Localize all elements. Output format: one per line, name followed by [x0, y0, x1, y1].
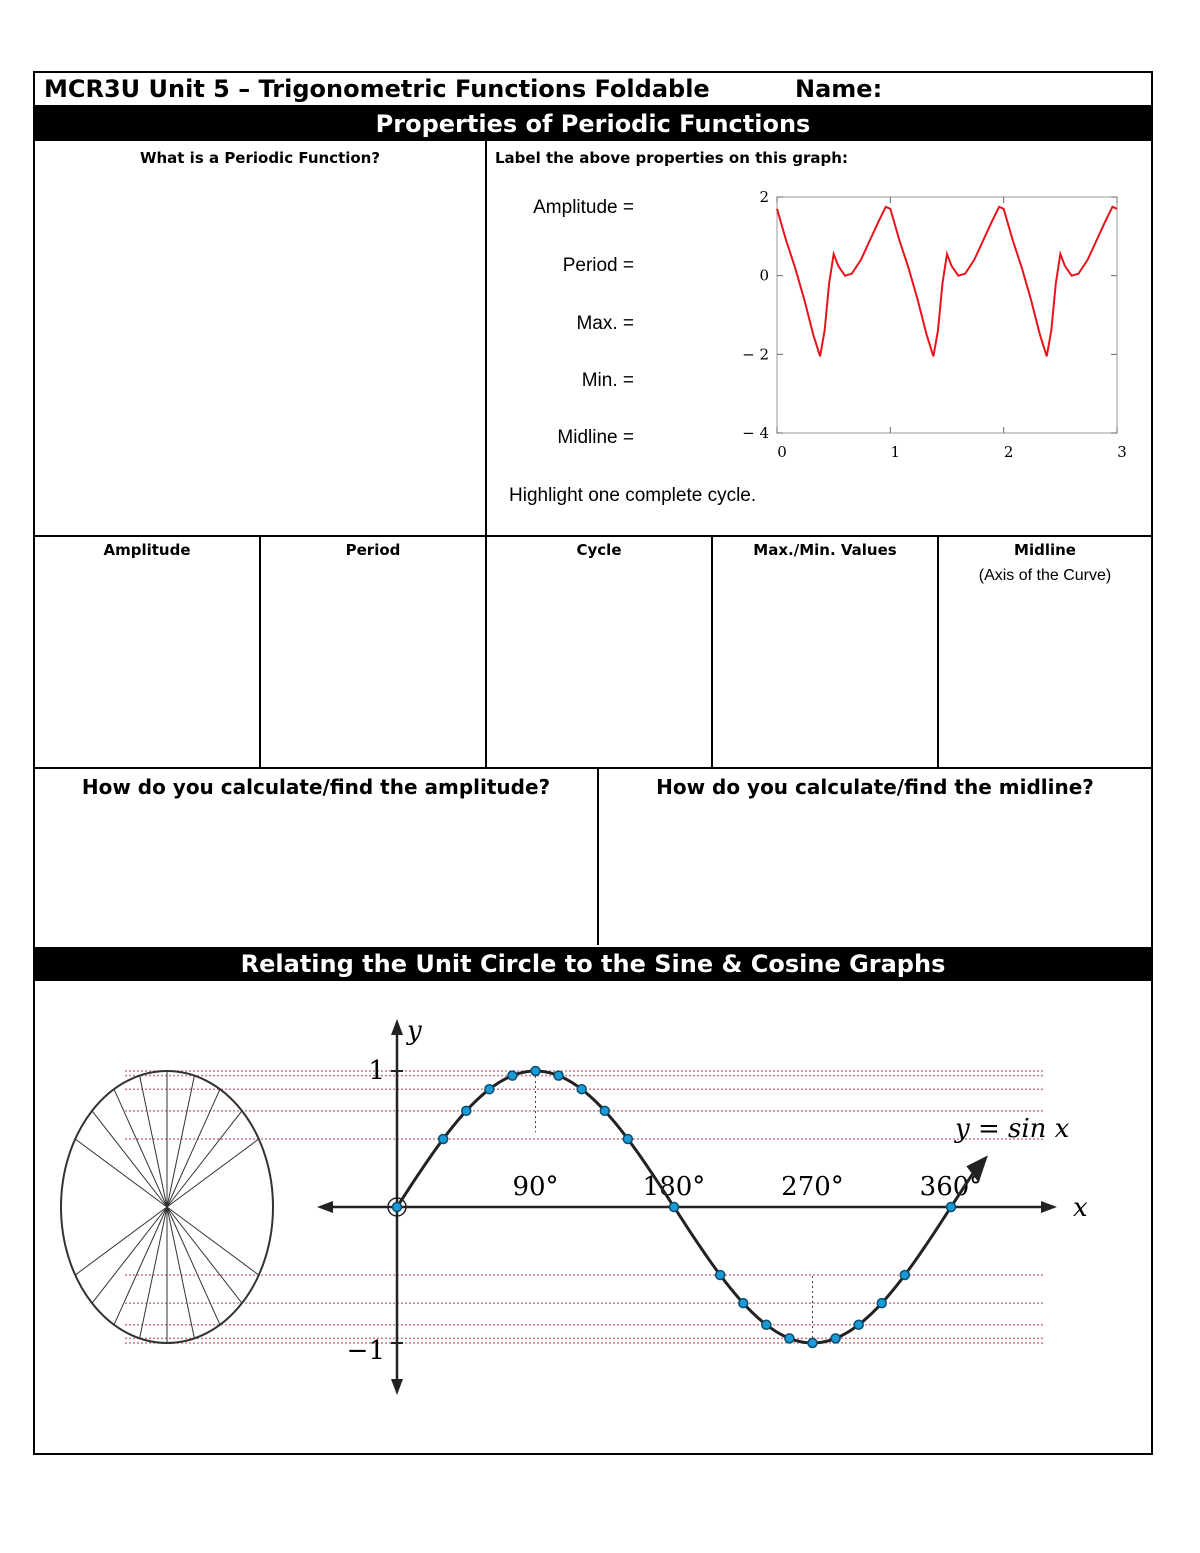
divider: [259, 537, 261, 769]
y-tick-label: − 4: [742, 424, 769, 442]
min-label: Min. =: [581, 370, 634, 391]
circle-spoke: [167, 1076, 194, 1207]
divider: [35, 535, 1151, 537]
sine-point: [900, 1271, 909, 1280]
periodic-function-chart: [735, 185, 1135, 475]
max-label: Max. =: [576, 313, 634, 334]
sine-point: [739, 1299, 748, 1308]
amplitude-question: How do you calculate/find the amplitude?: [81, 775, 551, 799]
circle-spoke: [167, 1207, 242, 1303]
title-row: [35, 73, 1151, 107]
highlight-instruction: Highlight one complete cycle.: [509, 485, 757, 506]
section-banner-unit-circle: Relating the Unit Circle to the Sine & Cosine Graphs: [35, 947, 1151, 981]
x-tick-label: 0: [777, 443, 787, 461]
sine-point: [877, 1299, 886, 1308]
sine-point: [716, 1271, 725, 1280]
x-tick-label: 360°: [919, 1172, 983, 1202]
sine-point: [393, 1203, 402, 1212]
worksheet: [33, 71, 1153, 1455]
sine-point: [947, 1203, 956, 1212]
y-axis-label: y: [407, 1016, 422, 1046]
x-tick-label: 1: [890, 443, 901, 461]
sine-point: [439, 1135, 448, 1144]
midline-label: Midline =: [557, 427, 634, 448]
periodic-function-heading: What is a Periodic Function?: [139, 149, 381, 167]
amplitude-label: Amplitude =: [533, 197, 634, 218]
x-tick-label: 2: [1003, 443, 1014, 461]
circle-spoke: [167, 1111, 242, 1207]
circle-spoke: [167, 1207, 194, 1338]
sine-point: [554, 1071, 563, 1080]
x-tick-label: 270°: [781, 1172, 844, 1202]
x-tick-label: 3: [1117, 443, 1127, 461]
y-axis-arrow-down: [391, 1379, 403, 1395]
column-heading-amplitude: Amplitude: [103, 541, 191, 559]
column-heading-midline: Midline: [1014, 541, 1076, 559]
sine-point: [531, 1067, 540, 1076]
name-label: Name:: [795, 75, 883, 103]
sine-point: [854, 1320, 863, 1329]
x-axis-label: x: [1073, 1193, 1088, 1223]
x-tick-label: 180°: [642, 1172, 706, 1202]
label-graph-heading: Label the above properties on this graph:: [495, 149, 848, 167]
circle-spoke: [167, 1139, 259, 1207]
x-axis-arrow-right: [1041, 1201, 1057, 1213]
divider: [485, 537, 487, 769]
circle-spoke: [75, 1139, 167, 1207]
circle-spoke: [167, 1207, 259, 1275]
y-tick-label: −1: [346, 1336, 385, 1366]
circle-spoke: [92, 1207, 167, 1303]
y-tick-label: − 2: [742, 345, 769, 364]
x-tick-label: 90°: [512, 1172, 559, 1202]
sine-point: [762, 1320, 771, 1329]
sine-point: [623, 1135, 632, 1144]
section-banner-properties: Properties of Periodic Functions: [35, 107, 1151, 141]
sine-legend: y = sin x: [955, 1114, 1070, 1144]
sine-point: [808, 1339, 817, 1348]
sine-point: [831, 1334, 840, 1343]
circle-spoke: [92, 1111, 167, 1207]
page-title: MCR3U Unit 5 – Trigonometric Functions Foldable: [44, 75, 710, 103]
plot-frame: [777, 197, 1117, 433]
divider: [711, 537, 713, 769]
circle-spoke: [140, 1207, 167, 1338]
circle-spoke: [75, 1207, 167, 1275]
y-axis-arrow-up: [391, 1019, 403, 1035]
sine-point: [670, 1203, 679, 1212]
sine-point: [785, 1334, 794, 1343]
circle-spoke: [167, 1089, 220, 1207]
y-tick-label: 2: [759, 188, 769, 206]
y-tick-label: 1: [368, 1056, 385, 1086]
x-axis-arrow-left: [317, 1201, 333, 1213]
circle-spoke: [167, 1207, 220, 1325]
circle-spoke: [140, 1076, 167, 1207]
column-heading-max-min: Max./Min. Values: [753, 541, 897, 559]
period-label: Period =: [562, 255, 634, 276]
midline-subheading: (Axis of the Curve): [978, 567, 1112, 584]
column-heading-cycle: Cycle: [576, 541, 622, 559]
sine-point: [577, 1085, 586, 1094]
circle-spoke: [114, 1207, 167, 1325]
sine-point: [462, 1106, 471, 1115]
divider: [485, 141, 487, 537]
unit-circle-sine-chart: [35, 981, 1151, 1451]
sine-point: [485, 1085, 494, 1094]
sine-point: [600, 1106, 609, 1115]
midline-question: How do you calculate/find the midline?: [656, 775, 1094, 799]
y-tick-label: 0: [759, 266, 769, 285]
column-heading-period: Period: [345, 541, 401, 559]
circle-spoke: [114, 1089, 167, 1207]
sine-point: [508, 1071, 517, 1080]
divider: [35, 767, 1151, 769]
periodic-curve: [777, 207, 1117, 356]
